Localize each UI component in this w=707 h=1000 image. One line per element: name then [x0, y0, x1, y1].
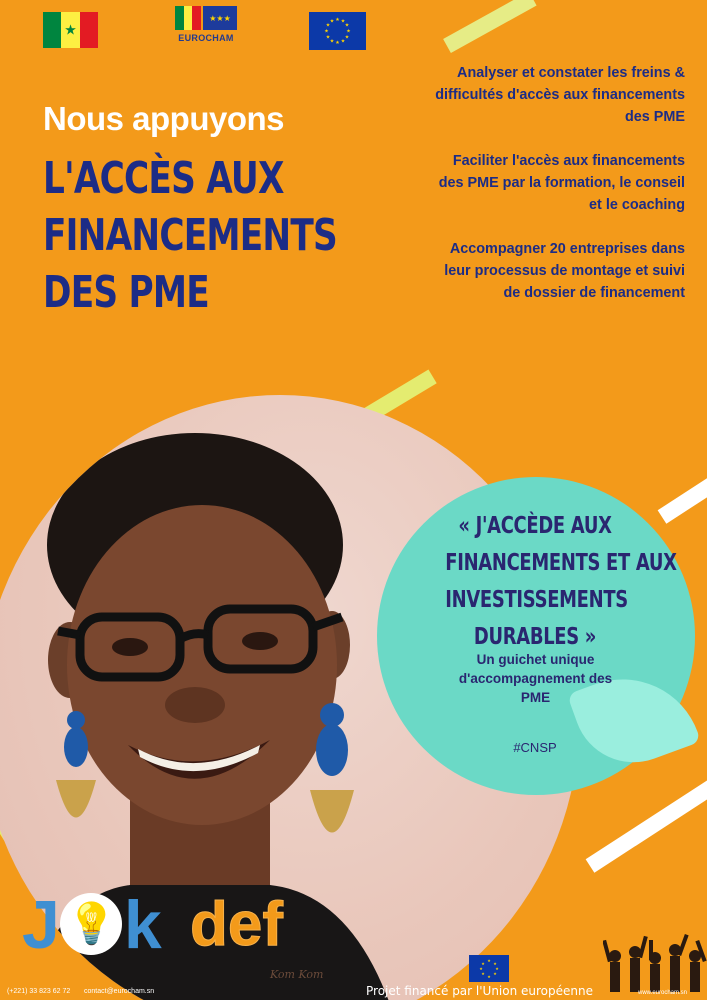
- quote-line: « J'ACCÈDE AUX: [458, 513, 612, 539]
- funding-note: Projet financé par l'Union européenne: [366, 984, 594, 998]
- svg-text:★: ★: [344, 34, 350, 41]
- lightbulb-icon: 💡: [60, 893, 122, 955]
- crowd-icon: [603, 932, 707, 992]
- svg-text:★: ★: [340, 18, 346, 25]
- svg-text:★: ★: [325, 22, 331, 29]
- objective-item: Accompagner 20 entreprises dans leur processus de montage et suivi de dossier de financement: [444, 241, 685, 301]
- jok-k: k: [123, 887, 160, 963]
- decor-bar-white: [658, 478, 707, 524]
- svg-text:★: ★: [335, 40, 340, 46]
- objective-item: Analyser et constater les freins & difficultés d'accès aux financements des PME: [435, 65, 685, 125]
- eu-flag-icon: [469, 955, 509, 982]
- svg-text:★: ★: [493, 971, 497, 976]
- decor-bar-white: [586, 772, 707, 873]
- svg-text:★: ★: [495, 966, 499, 971]
- svg-text:★: ★: [481, 961, 485, 966]
- svg-text:★: ★: [487, 958, 491, 963]
- svg-text:★: ★: [329, 38, 335, 45]
- decor-bar-yellow: [443, 0, 536, 53]
- footer-email: contact@eurocham.sn: [84, 988, 155, 995]
- svg-text:★: ★: [481, 971, 485, 976]
- svg-text:★: ★: [340, 38, 346, 45]
- svg-text:★: ★: [324, 28, 329, 35]
- quote-line: INVESTISSEMENTS: [445, 587, 628, 613]
- objectives-list: [430, 62, 685, 326]
- svg-text:★: ★: [346, 28, 351, 35]
- headline: [43, 150, 337, 321]
- svg-text:★: ★: [487, 974, 491, 979]
- quote-line: FINANCEMENTS ET AUX: [445, 550, 677, 576]
- eu-flag-icon: [309, 12, 366, 50]
- signature: Kom Kom: [270, 968, 324, 981]
- svg-text:★: ★: [479, 966, 483, 971]
- headline-line: FINANCEMENTS: [43, 210, 337, 261]
- jok-j: J: [22, 887, 58, 963]
- quote-line: DURABLES »: [473, 624, 597, 650]
- eurocham-logo: ★★★ EUROCHAM: [170, 6, 242, 54]
- def-logo: def: [190, 890, 283, 959]
- senegal-flag-icon: ★: [43, 12, 98, 48]
- bubble-subtitle: Un guichet unique d'accompagnement des PME: [458, 652, 613, 705]
- bubble-quote: [420, 508, 677, 656]
- headline-line: DES PME: [43, 267, 209, 318]
- footer-phone: (+221) 33 823 62 72: [7, 988, 71, 995]
- svg-text:★: ★: [335, 17, 340, 23]
- kicker-text: Nous appuyons: [43, 100, 285, 137]
- jok-logo: [22, 887, 160, 963]
- headline-line: L'ACCÈS AUX: [43, 153, 284, 204]
- hashtag: #CNSP: [513, 740, 557, 755]
- svg-text:★: ★: [344, 22, 350, 29]
- svg-text:★: ★: [325, 34, 331, 41]
- svg-text:★: ★: [329, 18, 335, 25]
- svg-text:★: ★: [493, 961, 497, 966]
- eurocham-label: EUROCHAM: [178, 33, 234, 43]
- objective-item: Faciliter l'accès aux financements des PME par la formation, le conseil et le coaching: [438, 153, 685, 213]
- footer-website: www.eurocham.sn: [638, 990, 688, 996]
